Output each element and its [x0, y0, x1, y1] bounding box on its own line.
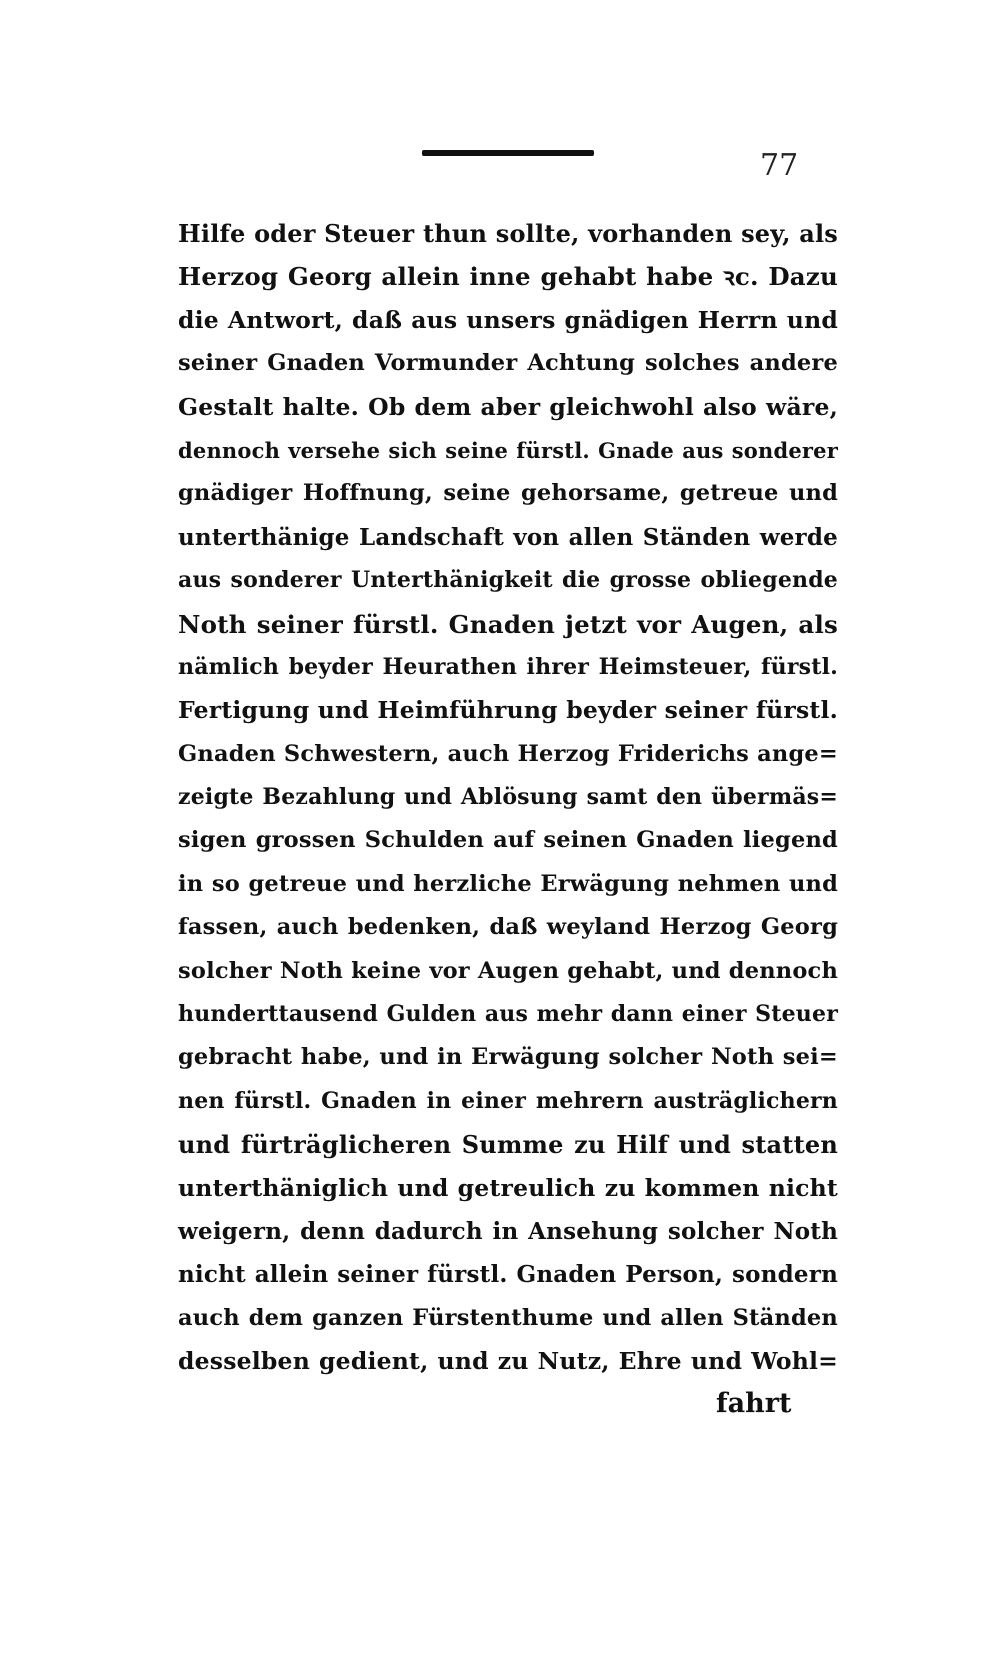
text-line: Gnaden Schwestern, auch Herzog Friderichs ange= — [178, 740, 838, 767]
text-line: Herzog Georg allein inne gehabt habe ꝛc. Dazu — [178, 262, 838, 292]
text-line: hunderttausend Gulden aus mehr dann einer Steuer — [178, 1001, 838, 1028]
text-line: nicht allein seiner fürstl. Gnaden Person, sondern — [178, 1261, 838, 1289]
text-line: unterthänige Landschaft von allen Ständen werde — [178, 523, 838, 551]
text-line: zeigte Bezahlung und Ablösung samt den übermäs= — [178, 784, 838, 811]
text-line: weigern, denn dadurch in Ansehung solcher Noth — [178, 1217, 838, 1245]
text-line: gnädiger Hoffnung, seine gehorsame, getreue und — [178, 480, 838, 507]
header-rule — [422, 150, 594, 156]
text-line: desselben gedient, und zu Nutz, Ehre und Wohl= — [178, 1347, 838, 1376]
text-line: auch dem ganzen Fürstenthume und allen Ständen — [178, 1304, 838, 1331]
catchword: fahrt — [716, 1388, 792, 1419]
text-line: fassen, auch bedenken, daß weyland Herzog Georg — [178, 914, 838, 941]
text-line: in so getreue und herzliche Erwägung nehmen und — [178, 870, 838, 897]
text-line: Fertigung und Heimführung beyder seiner fürstl. — [178, 696, 838, 725]
text-line: sigen grossen Schulden auf seinen Gnaden liegend — [178, 827, 838, 854]
text-line: aus sonderer Unterthänigkeit die grosse obliegende — [178, 567, 838, 594]
text-line: Gestalt halte. Ob dem aber gleichwohl also wäre, — [178, 392, 838, 421]
text-line: die Antwort, daß aus unsers gnädigen Herrn und — [178, 305, 838, 334]
text-line: gebracht habe, und in Erwägung solcher Noth sei= — [178, 1044, 838, 1071]
text-line: und fürträglicheren Summe zu Hilf und statten — [178, 1130, 838, 1160]
text-line: nämlich beyder Heurathen ihrer Heimsteuer, fürstl. — [178, 653, 838, 680]
text-line: Noth seiner fürstl. Gnaden jetzt vor Augen, als — [178, 609, 838, 639]
text-line: Hilfe oder Steuer thun sollte, vorhanden sey, als — [178, 219, 838, 248]
page-number: 77 — [760, 148, 799, 183]
text-line: nen fürstl. Gnaden in einer mehrern austräglichern — [178, 1087, 838, 1114]
text-line: dennoch versehe sich seine fürstl. Gnade aus sonderer — [178, 437, 838, 463]
text-line: solcher Noth keine vor Augen gehabt, und dennoch — [178, 957, 838, 984]
body-text — [178, 212, 838, 1384]
text-line: unterthäniglich und getreulich zu kommen nicht — [178, 1173, 838, 1202]
text-line: seiner Gnaden Vormunder Achtung solches andere — [178, 350, 838, 377]
